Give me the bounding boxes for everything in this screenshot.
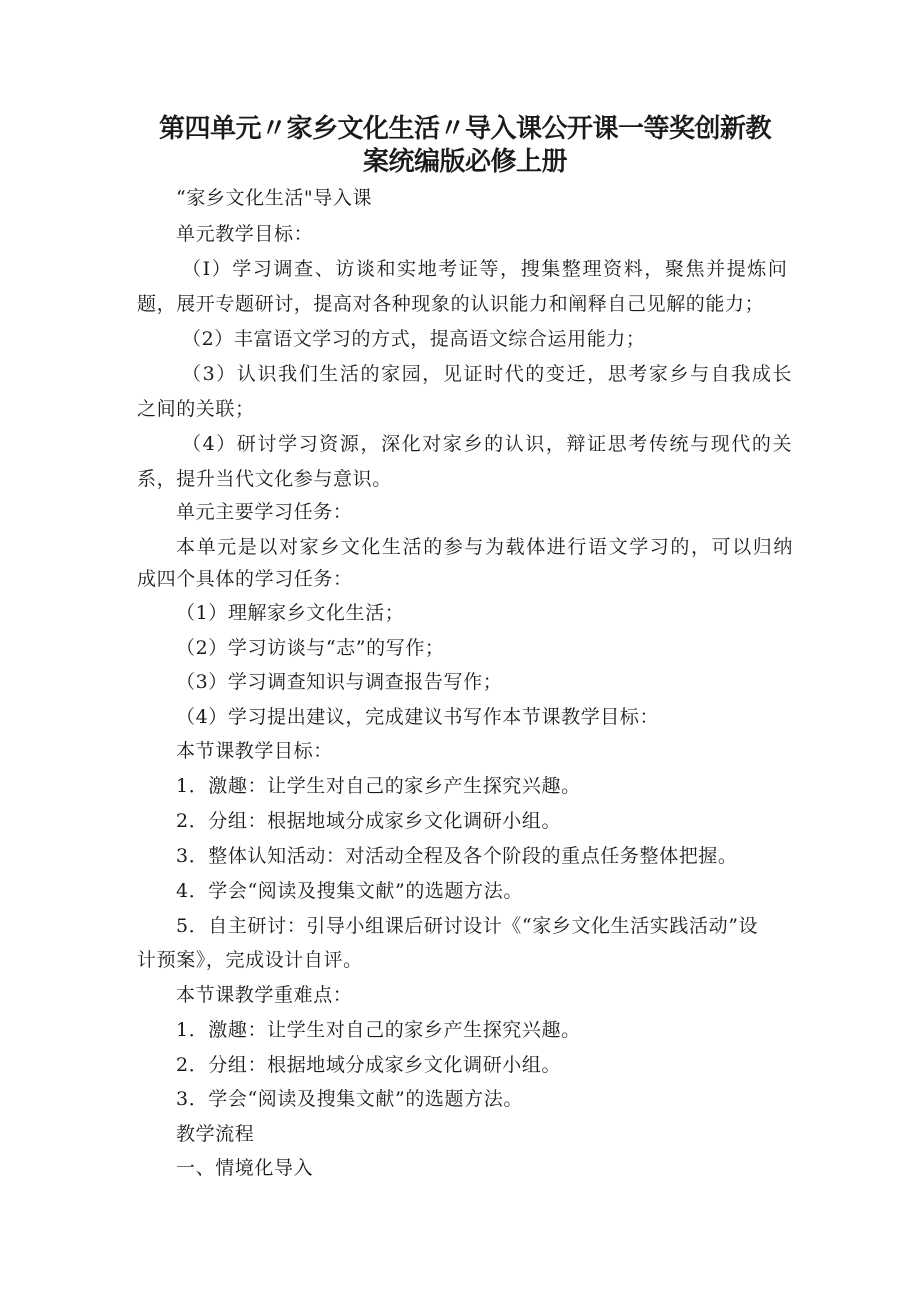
key-point-1: 1．激趣：让学生对自己的家乡产生探究兴趣。 [176, 1019, 581, 1041]
lesson-goal-3: 3．整体认知活动：对活动全程及各个阶段的重点任务整体把握。 [176, 845, 738, 867]
document-title-line-2: 案统编版必修上册 [362, 147, 567, 177]
task-3: （3）学习调查知识与调查报告写作； [176, 671, 503, 693]
goal-4-line-2: 系，提升当代文化参与意识。 [137, 468, 392, 490]
subtitle: “家乡文化生活"导入课 [176, 187, 373, 209]
tasks-heading: 单元主要学习任务： [176, 501, 353, 523]
section-1-heading: 一、情境化导入 [176, 1157, 314, 1179]
goal-1-line-2: 题，展开专题研讨，提高对各种现象的认识能力和阐释自己见解的能力； [137, 293, 765, 315]
goal-4-line-1: （4）研讨学习资源，深化对家乡的认识，辩证思考传统与现代的关 [182, 433, 794, 455]
key-point-2: 2．分组：根据地域分成家乡文化调研小组。 [176, 1054, 562, 1076]
unit-goals-heading: 单元教学目标： [176, 223, 314, 245]
goal-2: （2）丰富语文学习的方式，提高语文综合运用能力； [182, 328, 646, 350]
lesson-goal-5-line-1: 5．自主研讨：引导小组课后研讨设计《“家乡文化生活实践活动”设 [176, 915, 759, 937]
tasks-intro-line-1: 本单元是以对家乡文化生活的参与为载体进行语文学习的，可以归纳 [176, 536, 795, 558]
task-2: （2）学习访谈与“志”的写作； [176, 637, 445, 659]
tasks-intro-line-2: 成四个具体的学习任务： [137, 568, 353, 590]
lesson-goal-1: 1．激趣：让学生对自己的家乡产生探究兴趣。 [176, 775, 581, 797]
key-point-3: 3．学会“阅读及搜集文献”的选题方法。 [176, 1088, 523, 1110]
document-title-line-1: 第四单元〃家乡文化生活〃导入课公开课一等奖创新教 [158, 114, 771, 144]
task-4: （4）学习提出建议，完成建议书写作本节课教学目标： [176, 706, 660, 728]
lesson-goal-4: 4．学会“阅读及搜集文献”的选题方法。 [176, 880, 523, 902]
goal-3-line-2: 之间的关联； [137, 398, 255, 420]
process-heading: 教学流程 [176, 1123, 255, 1145]
goal-1-line-1: （I）学习调查、访谈和实地考证等，搜集整理资料，聚焦并提炼问 [182, 258, 789, 280]
lesson-goal-5-line-2: 计预案》，完成设计自评。 [137, 949, 363, 971]
key-points-heading: 本节课教学重难点： [176, 984, 353, 1006]
lesson-goal-2: 2．分组：根据地域分成家乡文化调研小组。 [176, 810, 562, 832]
goal-3-line-1: （3）认识我们生活的家园，见证时代的变迁，思考家乡与自我成长 [182, 363, 794, 385]
lesson-goals-heading: 本节课教学目标： [176, 740, 333, 762]
task-1: （1）理解家乡文化生活； [176, 602, 405, 624]
